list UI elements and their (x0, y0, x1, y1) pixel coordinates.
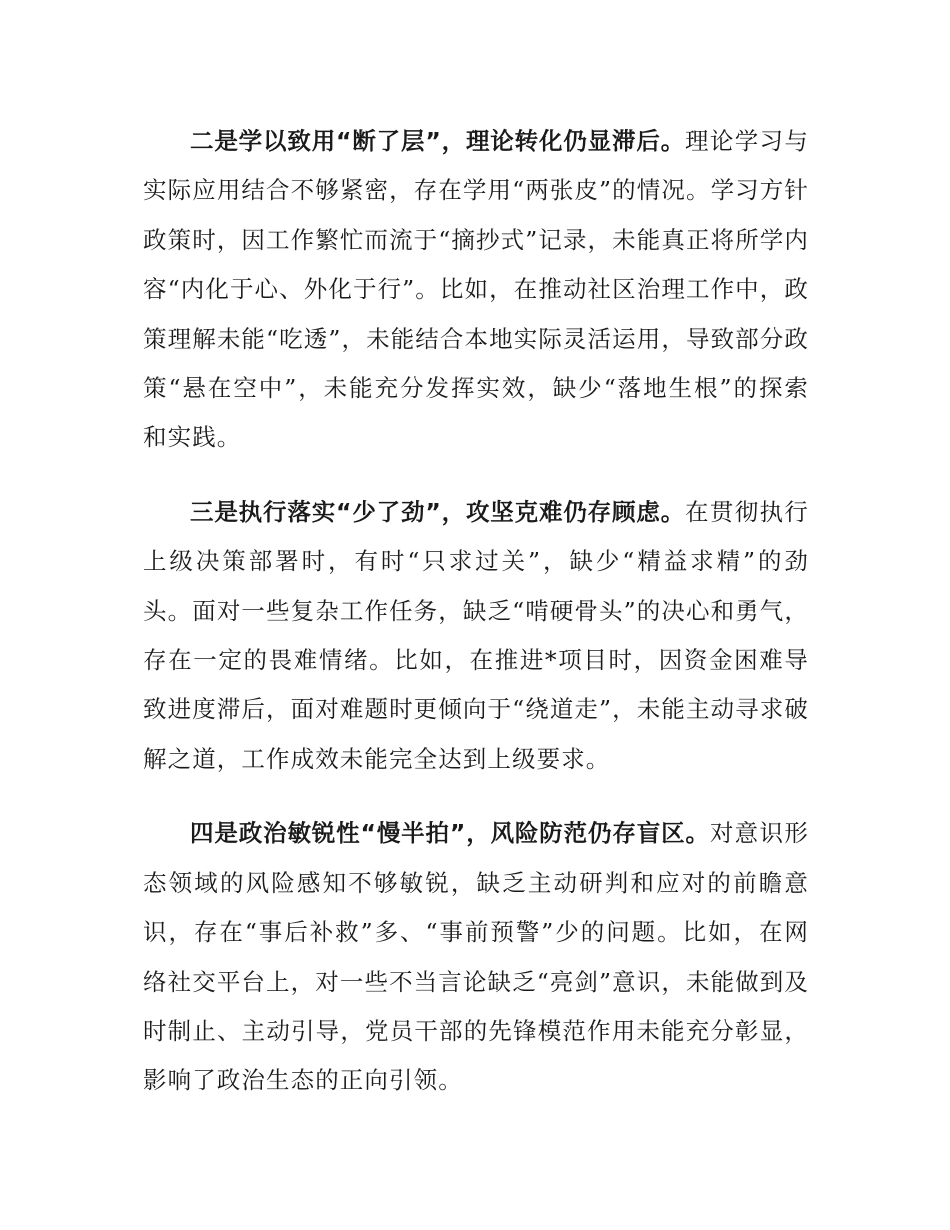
paragraph-3 (143, 488, 809, 784)
paragraph-4 (143, 809, 809, 1105)
paragraph-4-heading: 四是政治敏锐性“慢半拍”，风险防范仍存盲区。 (190, 819, 710, 848)
paragraph-2-text: 理论学习与实际应用结合不够紧密，存在学用“两张皮”的情况。学习方针政策时，因工作繁忙而流于“摘抄式”记录，未能真正将所学内容“内化于心、外化于行”。比如，在推动社区治理工作中，政策理解未能“吃透”，未能结合本地实际灵活运用，导致部分政策“悬在空中”，未能充分发挥实效，缺少“落地生根”的探索和实践。 (143, 127, 809, 452)
paragraph-4-text: 对意识形态领域的风险感知不够敏锐，缺乏主动研判和应对的前瞻意识，存在“事后补救”多、“事前预警”少的问题。比如，在网络社交平台上，对一些不当言论缺乏“亮剑”意识，未能做到及时制止、主动引导，党员干部的先锋模范作用未能充分彰显，影响了政治生态的正向引领。 (143, 819, 809, 1095)
document-body (143, 117, 809, 1106)
paragraph-2 (143, 117, 809, 463)
paragraph-3-text: 在贯彻执行上级决策部署时，有时“只求过关”，缺少“精益求精”的劲头。面对一些复杂工作任务，缺乏“啃硬骨头”的决心和勇气，存在一定的畏难情绪。比如，在推进*项目时，因资金困难导致进度滞后，面对难题时更倾向于“绕道走”，未能主动寻求破解之道，工作成效未能完全达到上级要求。 (143, 497, 809, 773)
paragraph-2-heading: 二是学以致用“断了层”，理论转化仍显滞后。 (190, 127, 686, 155)
paragraph-3-heading: 三是执行落实“少了劲”，攻坚克难仍存顾虑。 (190, 497, 686, 526)
